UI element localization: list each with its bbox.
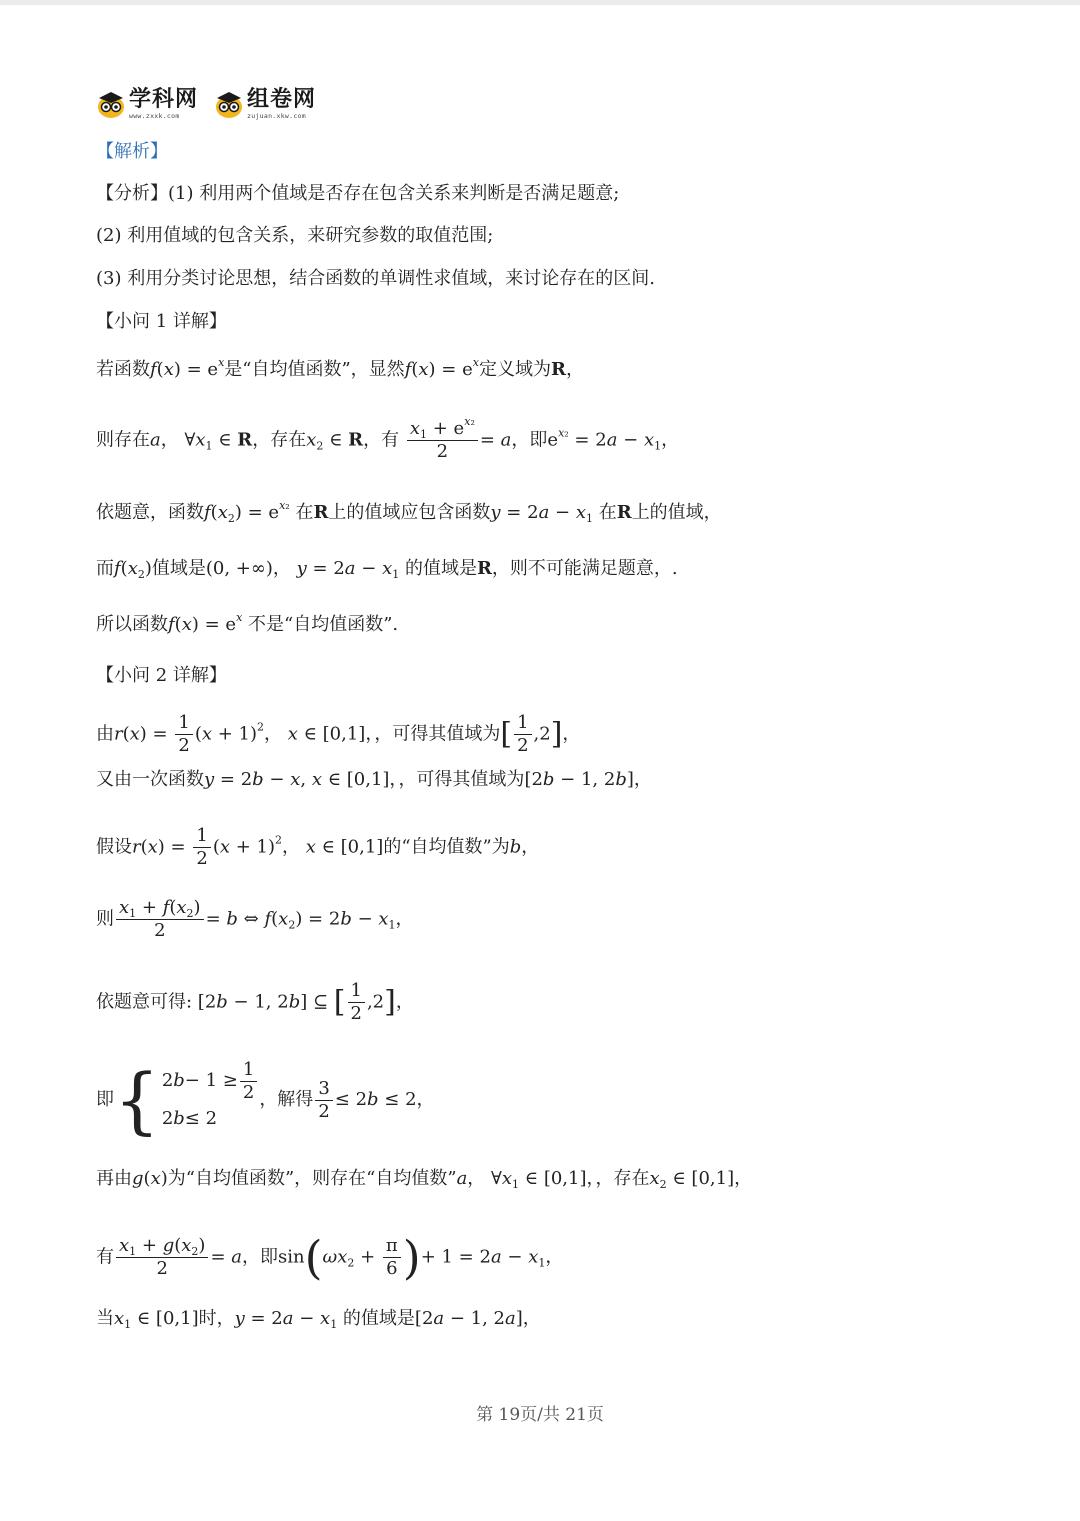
q2-line-4: 则 $\frac{x_1 + f(x_2)}{2}$ = b ⇔ $f(x_2) = 2b - x_1$， <box>96 897 414 941</box>
fraction: $\frac{x_1 + e^{x_2}}{2}$ <box>407 418 478 463</box>
analysis-line-2: (2) 利用值域的包含关系，来研究参数的取值范围; <box>96 225 494 246</box>
q2-line-2: 又由一次函数y = 2b − x, x ∈ [0,1]，，可得其值域为[2b − 1, 2b]， <box>96 769 652 790</box>
q2-line-7: 再由g(x)为“自均值函数”，则存在“自均值数”a， $\forall x_1$ ∈ [0,1]，，存在$x_2$ ∈ [0,1]， <box>96 1168 753 1191</box>
fraction: $\frac{x_1 + g(x_2)}{2}$ <box>116 1235 208 1280</box>
fraction: $\frac{1}{2}$ <box>175 712 192 757</box>
fraction: $\frac{1}{2}$ <box>514 712 531 757</box>
equation-system: { 2 b − 1 ≥ $\frac{1}{2}$ 2 b ≤ 2 <box>114 1062 259 1138</box>
logo-bar <box>96 86 316 122</box>
top-edge <box>0 0 1080 5</box>
fraction: $\frac{\pi}{6}$ <box>383 1235 401 1280</box>
q2-line-8: 有 $\frac{x_1 + g(x_2)}{2}$ = a，即$\sin(\omega x_2$ + $\frac{\pi}{6}$ )+ $1 = 2a - x_1$， <box>96 1230 564 1285</box>
q2-line-5: 依题意可得: [2b − 1, 2b] ⊆ [ $\frac{1}{2}$ ,2]， <box>96 980 414 1024</box>
logo-name: 学科网 <box>129 86 199 112</box>
fraction: $\frac{1}{2}$ <box>348 980 365 1025</box>
fraction: $\frac{1}{2}$ <box>193 825 210 870</box>
q2-line-3: 假设r(x) = $\frac{1}{2}$ $(x + 1)^2$， x ∈ [0,1]的“自均值数”为b， <box>96 825 540 869</box>
analysis-line-1: 【分析】(1) 利用两个值域是否存在包含关系来判断是否满足题意; <box>96 183 620 204</box>
logo-url: www.zxxk.com <box>129 111 180 120</box>
q2-line-1: 由r(x) = $\frac{1}{2}$ $(x + 1)^2$， x ∈ [0,1]，，可得其值域为[ $\frac{1}{2}$ ,2]， <box>96 712 581 756</box>
page-number: 第 19页/共 21页 <box>476 1405 604 1425</box>
q2-heading: 【小问 2 详解】 <box>96 665 227 686</box>
section-heading-jiexi: 【解析】 <box>96 141 168 162</box>
logo-zujuanwang <box>214 86 317 120</box>
owl-logo-icon <box>214 89 244 119</box>
owl-logo-icon <box>96 89 126 119</box>
q1-line-5: 所以函数$f(x) = e^x$ 不是“自均值函数”. <box>96 611 399 635</box>
q1-line-3: 依题意，函数$f(x_2) = e^{x_2}$ 在R上的值域应包含函数$y = 2a - x_1$ 在R上的值域， <box>96 499 722 525</box>
logo-url: zujuan.xkw.com <box>247 111 307 120</box>
analysis-line-3: (3) 利用分类讨论思想，结合函数的单调性求值域，来讨论存在的区间. <box>96 268 655 289</box>
fraction: $\frac{3}{2}$ <box>315 1078 332 1123</box>
fraction: $\frac{x_1 + f(x_2)}{2}$ <box>116 897 204 942</box>
q1-line-1: 若函数$f(x) = e^x$是“自均值函数”，显然$f(x) = e^x$定义域为R， <box>96 356 584 380</box>
logo-xuekewang <box>96 86 199 120</box>
q1-line-4: 而$f(x_2)$值域是(0, +∞)， $y = 2a - x_1$ 的值域是R，则不可能满足题意，. <box>96 558 678 581</box>
q2-line-9: 当$x_1$ ∈ [0,1]时，$y = 2a - x_1$ 的值域是[2a − 1, 2a]， <box>96 1308 541 1331</box>
q1-heading: 【小问 1 详解】 <box>96 311 227 332</box>
q2-line-6: 即 { 2 b − 1 ≥ $\frac{1}{2}$ 2 b ≤ 2 ，解得 $\frac{3}{2}$ ≤ 2b ≤ 2， <box>96 1058 435 1142</box>
logo-name: 组卷网 <box>247 86 317 112</box>
q1-line-2: 则存在a， $\forall x_1$ ∈ R，存在$x_2$ ∈ R，有 $\frac{x_1 + e^{x_2}}{2}$ = a，即$e^{x_2} = 2a - x_1$， <box>96 415 680 462</box>
